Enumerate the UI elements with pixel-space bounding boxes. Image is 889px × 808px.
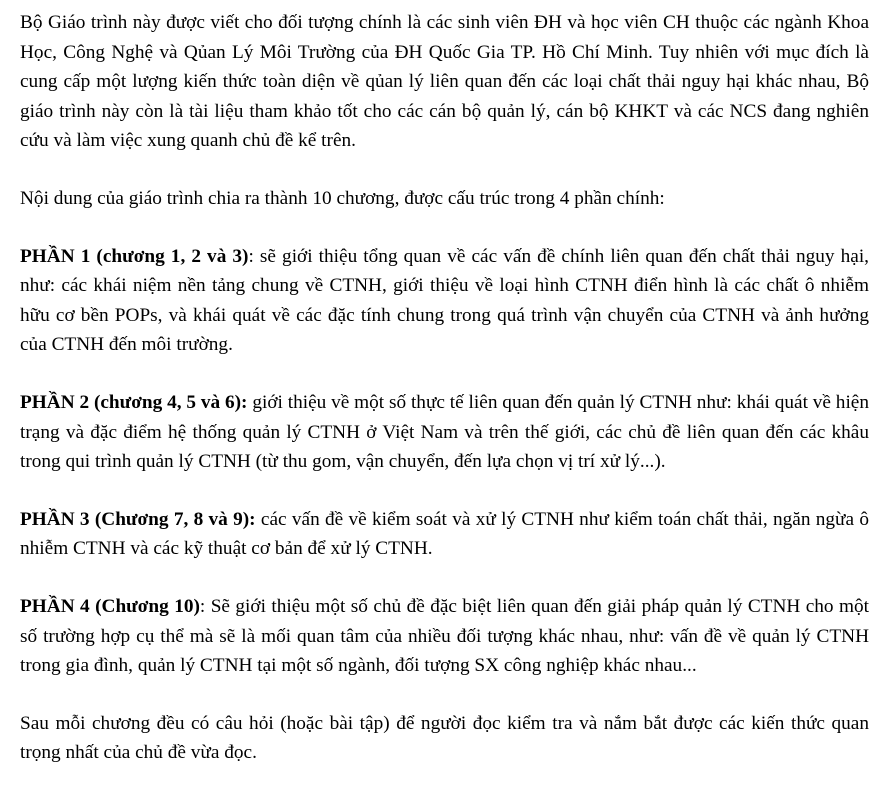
part-2-text: giới thiệu về một số thực tế liên quan đến quản lý CTNH như: khái quát về hiện trạng và đặc điểm hệ thống quản lý CTNH ở Việt Nam và trên thế giới, các chủ đề liên quan đến các khâu trong qui trình quản lý CTNH (từ thu gom, vận chuyển, đến lựa chọn vị trí xử lý...). <box>20 391 869 473</box>
closing-paragraph: Sau mỗi chương đều có câu hỏi (hoặc bài tập) để người đọc kiểm tra và nắm bắt được các kiến thức quan trọng nhất của chủ đề vừa đọc. <box>20 712 869 764</box>
part-4-paragraph <box>20 592 869 681</box>
part-3-paragraph <box>20 505 869 564</box>
part-3-title: PHẦN 3 (Chương 7, 8 và 9): <box>20 508 256 530</box>
part-2-paragraph <box>20 388 869 477</box>
part-4-text: : Sẽ giới thiệu một số chủ đề đặc biệt liên quan đến giải pháp quản lý CTNH cho một số trường hợp cụ thể mà sẽ là mối quan tâm của nhiều đối tượng khác nhau, như: vấn đề về quản lý CTNH trong gia đình, quản lý CTNH tại một số ngành, đối tượng SX công nghiệp khác nhau... <box>20 595 869 677</box>
part-4-title: PHẦN 4 (Chương 10) <box>20 595 200 617</box>
part-1-paragraph <box>20 242 869 360</box>
part-1-text: : sẽ giới thiệu tổng quan về các vấn đề chính liên quan đến chất thải nguy hại, như: các khái niệm nền tảng chung về CTNH, giới thiệu về loại hình CTNH điển hình là các chất ô nhiễm hữu cơ bền POPs, và khái quát về các đặc tính chung trong quá trình vận chuyển của CTNH và ảnh hưởng của CTNH đến môi trường. <box>20 245 869 356</box>
part-3-text: các vấn đề về kiểm soát và xử lý CTNH như kiểm toán chất thải, ngăn ngừa ô nhiễm CTNH và các kỹ thuật cơ bản để xử lý CTNH. <box>20 508 869 560</box>
part-2-title: PHẦN 2 (chương 4, 5 và 6): <box>20 391 248 413</box>
intro-paragraph: Bộ Giáo trình này được viết cho đối tượng chính là các sinh viên ĐH và học viên CH thuộc các ngành Khoa Học, Công Nghệ và Qủan Lý Môi Trường của ĐH Quốc Gia TP. Hồ Chí Minh. Tuy nhiên với mục đích là cung cấp một lượng kiến thức toàn diện về qủan lý liên quan đến các loại chất thải nguy hại khác nhau, Bộ giáo trình này còn là tài liệu tham khảo tốt cho các cán bộ quản lý, cán bộ KHKT và các NCS đang nghiên cứu và làm việc xung quanh chủ đề kể trên. <box>20 12 869 152</box>
part-1-title: PHẦN 1 (chương 1, 2 và 3) <box>20 245 249 267</box>
structure-paragraph: Nội dung của giáo trình chia ra thành 10 chương, được cấu trúc trong 4 phần chính: <box>20 187 665 209</box>
